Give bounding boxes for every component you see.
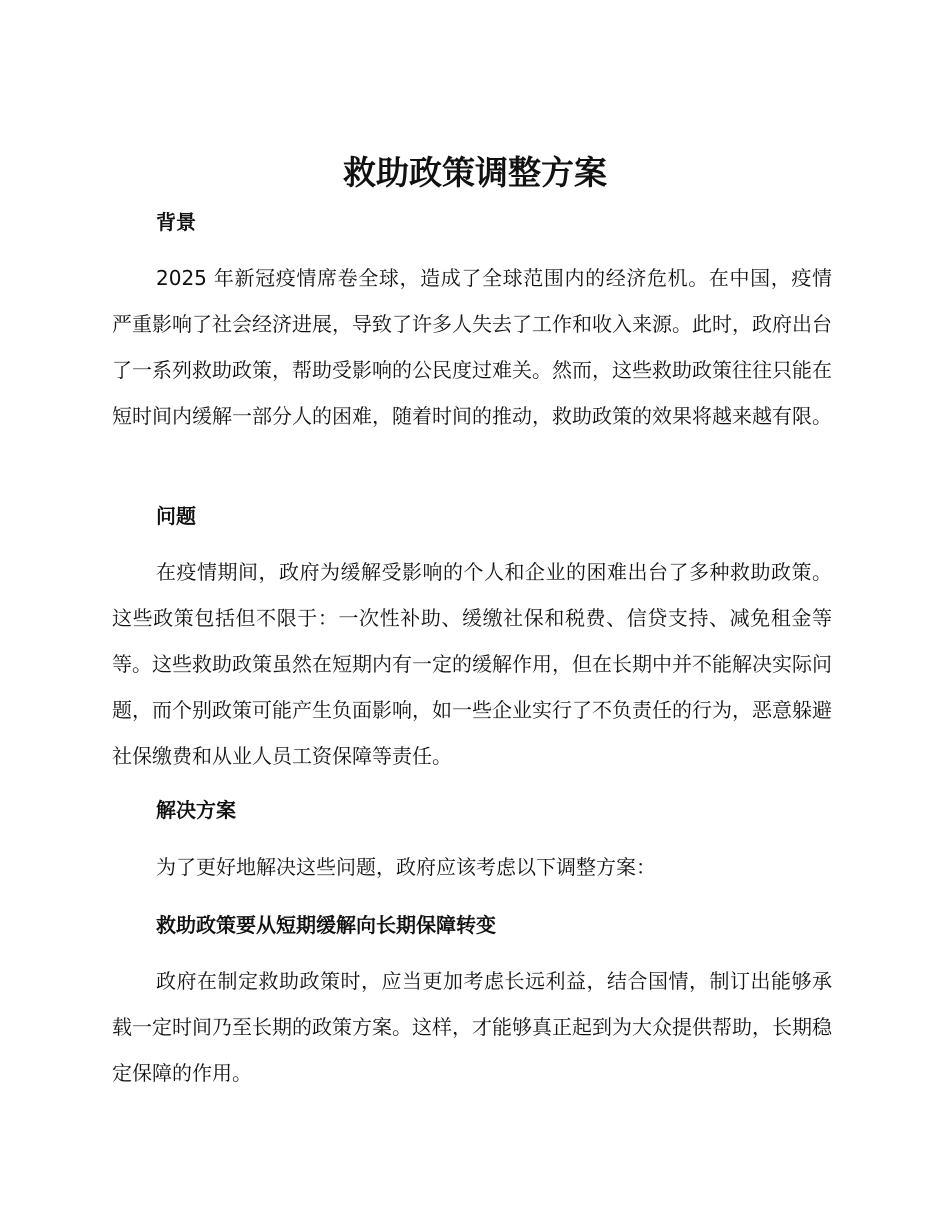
document-title: 救助政策调整方案 [343, 153, 607, 192]
section-paragraph-solution: 为了更好地解决这些问题，政府应该考虑以下调整方案： [156, 855, 656, 879]
section-paragraph-background: 2025 年新冠疫情席卷全球，造成了全球范围内的经济危机。在中国，疫情严重影响了社会经济进展，导致了许多人失去了工作和收入来源。此时，政府出台了一系列救助政策，帮助受影响的公民度过难关。然而，这些救助政策往往只能在短时间内缓解一部分人的困难，随着时间的推动，救助政策的效果将越来越有限。 [112, 266, 832, 428]
section-heading-solution: 解决方案 [156, 798, 236, 822]
section-heading-problem: 问题 [156, 504, 196, 528]
section-paragraph-long-term: 政府在制定救助政策时，应当更加考虑长远利益，结合国情，制订出能够承载一定时间乃至长期的政策方案。这样，才能够真正起到为大众提供帮助，长期稳定保障的作用。 [112, 969, 832, 1085]
section-heading-background: 背景 [156, 210, 196, 234]
section-heading-long-term: 救助政策要从短期缓解向长期保障转变 [156, 913, 496, 937]
section-paragraph-problem: 在疫情期间，政府为缓解受影响的个人和企业的困难出台了多种救助政策。这些政策包括但不限于：一次性补助、缓缴社保和税费、信贷支持、减免租金等等。这些救助政策虽然在短期内有一定的缓解作用，但在长期中并不能解决实际问题，而个别政策可能产生负面影响，如一些企业实行了不负责任的行为，恶意躲避社保缴费和从业人员工资保障等责任。 [112, 560, 832, 768]
